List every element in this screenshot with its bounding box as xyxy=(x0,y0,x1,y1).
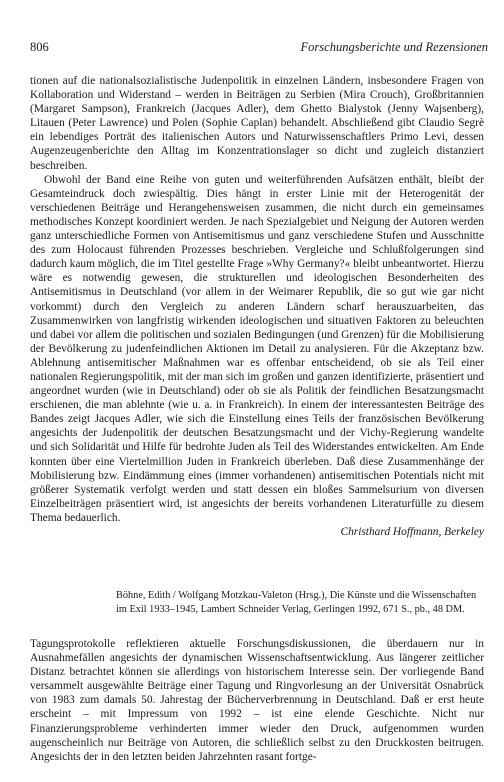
running-title: Forschungsberichte und Rezensionen xyxy=(300,40,488,54)
page-header xyxy=(30,40,488,55)
review-1-paragraph-1: tionen auf die nationalsozialistische Judenpolitik in einzelnen Ländern, insbesondere Fragen von Kollaboration und Widerstand – werden in Beiträgen zu Serbien (Mira Crouch), Großbritannien (Margaret Sampson), Frankreich (Jacques Adler), dem Ghetto Bialystok (Jenny Wajsenberg), Litauen (Peter Lawrence) und Polen (Sophie Caplan) behandelt. Abschließend gibt Claudio Segrè ein lebendiges Porträt des italienischen Autors und Naturwissenschaftlers Primo Levi, dessen Augenzeugenberichte den Alltag im Konzentrationslager so dicht und zugleich distanziert beschreiben. xyxy=(30,75,484,172)
page-number: 806 xyxy=(30,40,49,54)
review-1 xyxy=(30,74,484,539)
review-1-paragraph-2: Obwohl der Band eine Reihe von guten und weiterführenden Aufsätzen enthält, bleibt der Gesamteindruck doch zwiespältig. Dies hängt in erster Linie mit der Heterogenität der verschiedenen Beiträge und Herangehensweisen zusammen, die nicht durch ein gemeinsames methodisches Konzept koordiniert werden. Je nach Spezialgebiet und Neigung der Autoren werden ganz unterschiedliche Formen von Antisemitismus und ganz verschiedene Stufen und Ausschnitte des zum Holocaust führenden Prozesses beschrieben. Vergleiche und Schlußfolgerungen sind dadurch kaum möglich, die im Titel gestellte Frage »Why Germany?« bleibt unbeantwortet. Hierzu wäre es notwendig gewesen, die strukturellen und ideologischen Besonderheiten des Antisemitismus in Deutschland (vor allem in der Weimarer Republik, die so gut wie gar nicht vorkommt) durch den Vergleich zu anderen Ländern scharf herauszuarbeiten, das Zusammenwirken von langfristig wirkenden ideologischen und situativen Faktoren zu beleuchten und dabei vor allem die politischen und sozialen Bedingungen (und Grenzen) für die Mobilisierung der Bevölkerung zu judenfeindlichen Aktionen im Detail zu analysieren. Für die Akzeptanz bzw. Ablehnung antisemitischer Maßnahmen war es offenbar entscheidend, ob sie als Teil einer nationalen Regierungspolitik, mit der man sich im großen und ganzen identifizierte, präsentiert und angeordnet wurden (wie in Deutschland) oder ob sie als Politik der feindlichen Besatzungsmacht erschienen, die man ablehnte (wie u. a. in Frankreich). In einem der interessantesten Beiträge des Bandes zeigt Jacques Adler, wie sich die Einstellung eines Teils der französischen Bevölkerung angesichts der Judenpolitik der deutschen Besatzungsmacht und der Vichy-Regierung wandelte und sich Solidarität und Hilfe für bedrohte Juden als Teil des Widerstandes entwickelten. Am Ende konnten über eine Viertelmillion Juden in Frankreich überleben. Daß diese Zusammenhänge der Mobilisierung bzw. Eindämmung eines (immer vorhandenen) antisemitischen Potentials nicht mit größerer Systematik verfolgt werden und statt dessen ein bloßes Sammelsurium von diversen Einzelbeiträgen präsentiert wird, ist angesichts der bereits vorhandenen Literaturfülle zu diesem Thema bedauerlich. xyxy=(30,173,484,524)
reviewer-signature: Christhard Hoffmann, Berkeley xyxy=(340,526,484,538)
review-2 xyxy=(30,637,484,764)
bibliographic-entry: Böhne, Edith / Wolfgang Motzkau-Valeton (Hrsg.), Die Künste und die Wissenschaften im Exil 1933–1945, Lambert Schneider Verlag, Gerlingen 1992, 671 S., pb., 48 DM. xyxy=(116,590,477,615)
review-2-paragraph-1: Tagungsprotokolle reflektieren aktuelle Forschungsdiskussionen, die überdauern nur in Ausnahmefällen angesichts der dynamischen Wissenschaftsentwicklung. Aus längerer zeitlicher Distanz betrachtet können sie allerdings von historischem Interesse sein. Der vorliegende Band versammelt ausgewählte Beiträge einer Tagung und Ringvorlesung an der Universität Osnabrück von 1983 zum damals 50. Jahrestag der Bücherverbrennung in Deutschland. Daß er erst heute erscheint – mit Impressum von 1992 – ist eine elende Geschichte. Nicht nur Finanzierungsprobleme verhinderten immer wieder den Druck, aufgenommen wurden augenscheinlich nur Beiträge von Autoren, die schließlich selbst zu den Druckkosten beitrugen. Angesichts der in den letzten beiden Jahrzehnten rasant fortge- xyxy=(30,638,484,763)
